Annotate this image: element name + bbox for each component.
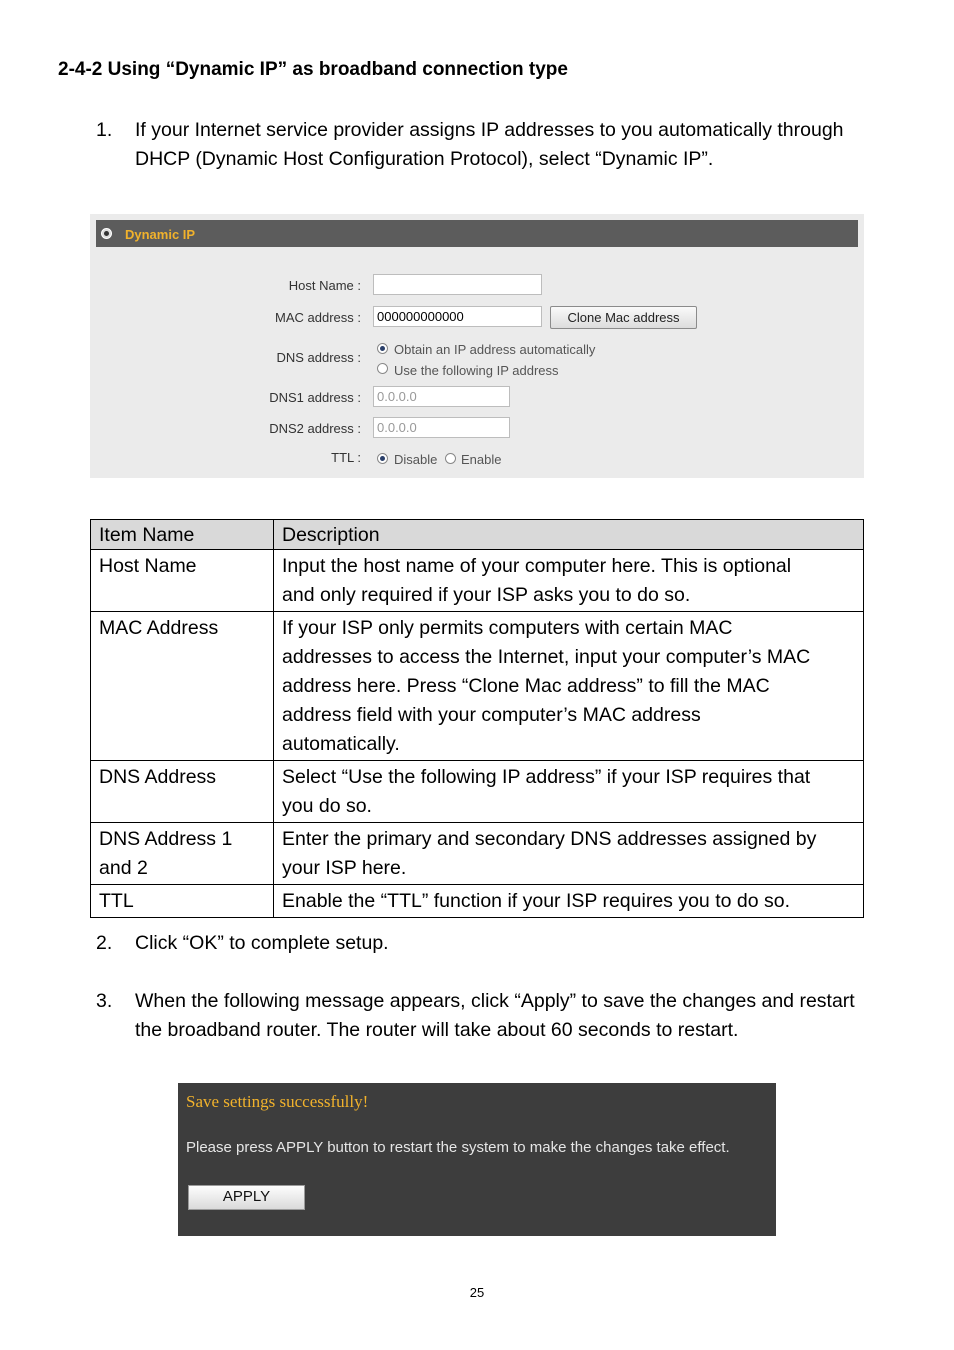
description-line: Enable the “TTL” function if your ISP requires you to do so. [282, 890, 790, 912]
save-settings-dialog [178, 1083, 776, 1236]
dns-manual-radio[interactable] [377, 363, 388, 374]
dns-address-label: DNS address : [276, 350, 361, 365]
step-number: 2. [96, 932, 113, 954]
item-name-line: DNS Address 1 [99, 828, 233, 850]
dialog-title: Save settings successfully! [186, 1092, 369, 1111]
item-name-cell: TTL [91, 885, 274, 918]
host-name-label: Host Name : [288, 278, 361, 293]
description-cell [274, 612, 864, 761]
step-line: the broadband router. The router will take about 60 seconds to restart. [135, 1019, 739, 1041]
ttl-disable-label: Disable [394, 452, 438, 467]
page-number: 25 [469, 1285, 485, 1300]
panel-title: Dynamic IP [125, 227, 196, 242]
item-description-table [90, 519, 864, 918]
item-name-cell: MAC Address [91, 612, 274, 761]
step-text [135, 116, 844, 174]
section-heading: 2-4-2 Using “Dynamic IP” as broadband connection type [58, 59, 568, 80]
step-line: If your Internet service provider assigns IP addresses to you automatically through [135, 119, 844, 141]
step-line: DHCP (Dynamic Host Configuration Protocol), select “Dynamic IP”. [135, 148, 714, 170]
step-3 [96, 987, 936, 1047]
step-number: 1. [96, 119, 113, 141]
dynamic-ip-settings-panel [90, 214, 864, 478]
dns-auto-radio[interactable] [377, 343, 388, 354]
description-line: your ISP here. [282, 857, 407, 879]
table-header-cell: Description [274, 520, 864, 550]
description-line: Input the host name of your computer here. This is optional [282, 555, 792, 577]
dns1-address-input[interactable]: 0.0.0.0 [373, 386, 510, 407]
step-1 [96, 116, 916, 176]
dialog-message: Please press APPLY button to restart the system to make the changes take effect. [186, 1139, 730, 1156]
dns2-address-input[interactable]: 0.0.0.0 [373, 417, 510, 438]
radio-selected-icon[interactable] [101, 228, 112, 239]
ttl-disable-radio[interactable] [377, 453, 388, 464]
description-line: and only required if your ISP asks you to do so. [282, 584, 691, 606]
description-cell [274, 761, 864, 823]
description-line: If your ISP only permits computers with certain MAC [282, 617, 733, 639]
table-row [91, 823, 864, 885]
mac-address-label: MAC address : [275, 310, 361, 325]
apply-button[interactable]: APPLY [188, 1185, 305, 1210]
description-line: Enter the primary and secondary DNS addresses assigned by [282, 828, 817, 850]
description-line: Select “Use the following IP address” if your ISP requires that [282, 766, 811, 788]
item-name-cell: Host Name [91, 550, 274, 612]
dns2-address-label: DNS2 address : [269, 421, 361, 436]
ttl-enable-label: Enable [461, 452, 502, 467]
description-cell [274, 823, 864, 885]
dns-auto-label: Obtain an IP address automatically [394, 342, 596, 357]
item-name-line: and 2 [99, 857, 148, 879]
clone-mac-button[interactable]: Clone Mac address [550, 306, 697, 329]
ttl-label: TTL : [331, 450, 361, 465]
step-line: Click “OK” to complete setup. [135, 932, 389, 954]
table-row [91, 761, 864, 823]
description-line: automatically. [282, 733, 400, 755]
mac-address-input[interactable]: 000000000000 [373, 306, 542, 327]
ttl-enable-radio[interactable] [445, 453, 456, 464]
table-header-row [91, 520, 864, 550]
step-text [135, 929, 389, 958]
step-2 [96, 929, 916, 959]
item-name-cell: DNS Address [91, 761, 274, 823]
table-row [91, 550, 864, 612]
panel-header [96, 220, 858, 247]
step-number: 3. [96, 990, 113, 1012]
description-line: addresses to access the Internet, input your computer’s MAC [282, 646, 811, 668]
description-line: address field with your computer’s MAC address [282, 704, 701, 726]
description-line: you do so. [282, 795, 372, 817]
description-cell [274, 550, 864, 612]
item-name-cell [91, 823, 274, 885]
dns1-address-label: DNS1 address : [269, 390, 361, 405]
table-row [91, 612, 864, 761]
step-text [135, 987, 855, 1045]
description-cell [274, 885, 864, 918]
table-row [91, 885, 864, 918]
description-line: address here. Press “Clone Mac address” to fill the MAC [282, 675, 770, 697]
table-header-cell: Item Name [91, 520, 274, 550]
step-line: When the following message appears, click “Apply” to save the changes and restart [135, 990, 855, 1012]
host-name-input[interactable] [373, 274, 542, 295]
dns-manual-label: Use the following IP address [394, 363, 559, 378]
